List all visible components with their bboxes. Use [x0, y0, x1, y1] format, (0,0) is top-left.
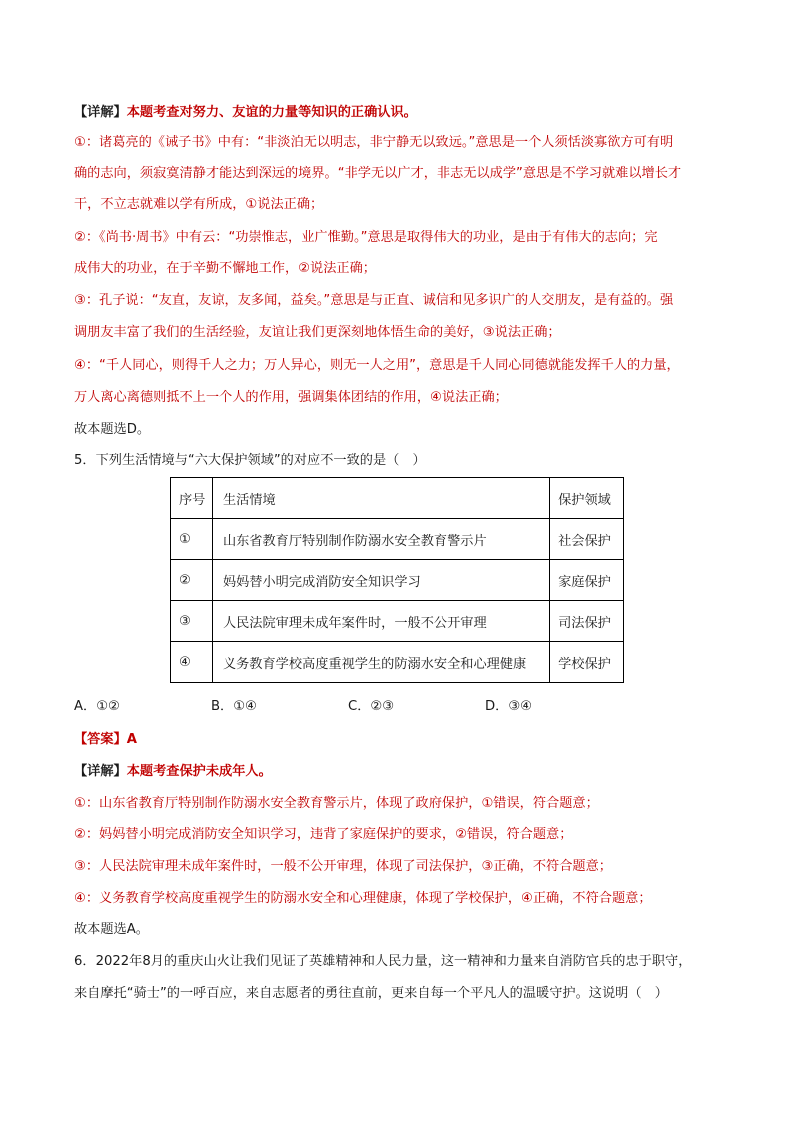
q5-conclusion: 故本题选A。 — [74, 922, 149, 937]
detail-label: 【详解】 — [74, 105, 127, 120]
detail-label: 【详解】 — [74, 764, 127, 779]
q4-detail-line: 确的志向，须寂寞清静才能达到深远的境界。“非学无以广才，非志无以成学”意思是不学习就难以增长才 — [74, 166, 682, 181]
table-cell: 学校保护 — [550, 642, 624, 683]
q4-detail-line: 万人离心离德则抵不上一个人的作用，强调集体团结的作用，④说法正确； — [74, 390, 508, 405]
table-cell: 家庭保护 — [550, 560, 624, 601]
q6-stem-line: 6．2022年8月的重庆山火让我们见证了英雄精神和人民力量，这一精神和力量来自消防官兵的忠于职守， — [74, 954, 692, 969]
q4-detail-line: ②：《尚书·周书》中有云：“功崇惟志，业广惟勤。”意思是取得伟大的功业，是由于有伟大的志向；完 — [74, 230, 658, 245]
table-header: 生活情境 — [212, 478, 549, 519]
table-row — [171, 519, 624, 560]
q5-detail-line: ③：人民法院审理未成年案件时，一般不公开审理，体现了司法保护，③正确，不符合题意； — [74, 859, 612, 874]
option-c: C．②③ — [348, 699, 395, 714]
table-cell: 人民法院审理未成年案件时，一般不公开审理 — [212, 601, 549, 642]
table-cell: 妈妈替小明完成消防安全知识学习 — [212, 560, 549, 601]
table-row — [171, 601, 624, 642]
q4-detail-heading — [74, 104, 734, 122]
table-cell: 义务教育学校高度重视学生的防溺水安全和心理健康 — [212, 642, 549, 683]
table-cell: 山东省教育厅特别制作防溺水安全教育警示片 — [212, 519, 549, 560]
q4-detail-line: ④：“千人同心，则得千人之力；万人异心，则无一人之用”，意思是千人同心同德就能发挥千人的力量， — [74, 358, 680, 373]
q5-detail-line: ④：义务教育学校高度重视学生的防溺水安全和心理健康，体现了学校保护，④正确，不符合题意； — [74, 891, 652, 906]
q4-detail-line: ①：诸葛亮的《诫子书》中有：“非淡泊无以明志，非宁静无以致远。”意思是一个人须恬淡寡欲方可有明 — [74, 135, 674, 150]
q6-stem-line: 来自摩托“骑士”的一呼百应，来自志愿者的勇往直前，更来自每一个平凡人的温暖守护。这说明（ ） — [74, 986, 668, 1001]
table-row — [171, 560, 624, 601]
q4-detail-line: 干，不立志就难以学有所成，①说法正确； — [74, 197, 324, 212]
q5-table — [170, 477, 624, 683]
table-header: 保护领域 — [550, 478, 624, 519]
option-d: D．③④ — [485, 699, 532, 714]
q5-stem: 5．下列生活情境与“六大保护领域”的对应不一致的是（ ） — [74, 453, 426, 468]
table-cell: ③ — [171, 601, 213, 642]
option-a: A．①② — [74, 699, 120, 714]
detail-intro: 本题考查对努力、友谊的力量等知识的正确认识。 — [126, 105, 417, 120]
table-cell: 司法保护 — [550, 601, 624, 642]
table-cell: 社会保护 — [550, 519, 624, 560]
q5-detail-line: ②：妈妈替小明完成消防安全知识学习，违背了家庭保护的要求，②错误，符合题意； — [74, 827, 573, 842]
table-cell: ④ — [171, 642, 213, 683]
q4-detail-line: 成伟大的功业，在于辛勤不懈地工作，②说法正确； — [74, 261, 376, 276]
q4-detail-line: ③：孔子说：“友直，友谅，友多闻，益矣。”意思是与正直、诚信和见多识广的人交朋友，是有益的。强 — [74, 293, 674, 308]
q5-answer: 【答案】A — [74, 732, 137, 747]
table-row — [171, 642, 624, 683]
table-header: 序号 — [171, 478, 213, 519]
option-b: B．①④ — [211, 699, 257, 714]
q5-detail-line: ①：山东省教育厅特别制作防溺水安全教育警示片，体现了政府保护，①错误，符合题意； — [74, 796, 599, 811]
table-cell: ② — [171, 560, 213, 601]
detail-intro: 本题考查保护未成年人。 — [126, 764, 272, 779]
q4-conclusion: 故本题选D。 — [74, 422, 151, 437]
q4-detail-line: 调朋友丰富了我们的生活经验，友谊让我们更深刻地体悟生命的美好，③说法正确； — [74, 325, 561, 340]
table-cell: ① — [171, 519, 213, 560]
table-header-row — [171, 478, 624, 519]
q5-detail-heading — [74, 763, 734, 781]
